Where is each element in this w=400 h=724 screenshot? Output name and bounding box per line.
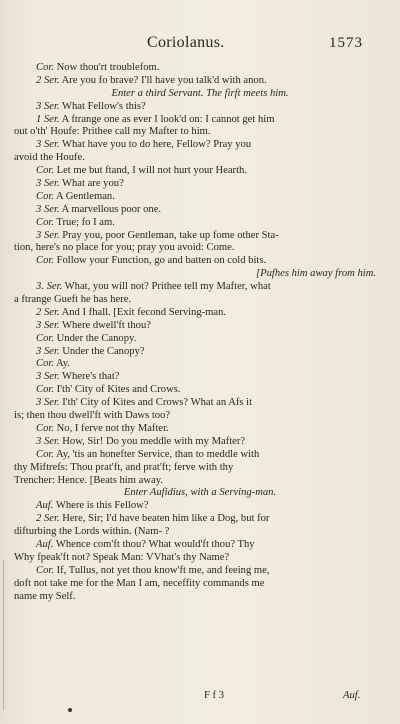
line-text: What have you to do here, Fellow? Pray you [59,139,252,151]
line-text: Where's that? [59,371,120,383]
text-line [14,397,386,410]
text-line [14,462,386,475]
line-text: No, I ferve not thy Mafter. [53,422,169,434]
speaker-name: 2 Ser. [36,74,60,86]
speaker-name: 3 Ser. [36,229,60,241]
speaker-name: 2 Ser. [36,513,60,525]
line-text: Under the Canopy? [59,345,145,357]
text-line [14,307,386,320]
line-text: I'th' City of Kites and Crows. [53,384,181,396]
text-line [14,475,386,488]
line-text: And I fhall. [Exit fecond Serving-man. [59,306,227,318]
line-text: Follow your Function, go and batten on cold bits. [53,255,267,267]
text-line [14,449,386,462]
line-text: tion, here's no place for you; pray you avoid: Come. [14,242,235,254]
speaker-name: 3 Ser. [36,100,60,112]
speaker-name: 3 Ser. [36,435,60,447]
page-footer [0,690,400,704]
line-text: What Fellow's this? [59,100,146,112]
line-text: Now thou'rt troublefom. [53,62,160,73]
text-line [14,552,386,565]
line-text: name my Self. [14,590,76,602]
text-line [14,500,386,513]
text-line [14,255,386,268]
line-text: Where is this Fellow? [53,500,149,512]
text-line [14,152,386,165]
text-line [14,101,386,114]
text-line [14,114,386,127]
speaker-name: Cor. [36,448,54,460]
speaker-name: Auf. [36,500,54,512]
line-text: Here, Sir; I'd have beaten him like a Dog, but for [59,513,270,525]
text-line [14,294,386,307]
speaker-name: Cor. [36,190,54,202]
text-line [14,487,386,500]
text-line [14,565,386,578]
line-text: Enter Aufidius, with a Serving-man. [123,487,277,499]
text-line [14,320,386,333]
line-text: Ay, 'tis an honefter Service, than to meddle with [53,448,260,460]
line-text: difturbing the Lords within. (Nam- ? [14,526,170,538]
text-line [14,204,386,217]
text-line [14,165,386,178]
line-text: I'th' City of Kites and Crows? What an Afs it [59,397,253,409]
text-line [14,281,386,294]
text-line [14,384,386,397]
speaker-name: 3 Ser. [36,203,60,215]
running-title: Coriolanus. [147,34,225,51]
text-line [14,139,386,152]
line-text: Trencher: Hence. [Beats him away. [14,474,163,486]
speaker-name: Cor. [36,216,54,228]
text-line [14,346,386,359]
line-text: Ay. [53,358,70,370]
text-line [14,591,386,604]
speaker-name: 1 Ser. [36,113,60,125]
text-line [14,230,386,243]
text-line [14,242,386,255]
speaker-name: Cor. [36,332,54,344]
catchword: Auf. [343,690,361,701]
text-line [14,423,386,436]
line-text: Are you fo brave? I'll have you talk'd with anon. [59,74,267,86]
text-line [14,371,386,384]
line-text: doft not take me for the Man I am, neceffity commands me [14,577,265,589]
speaker-name: Cor. [36,62,54,73]
text-line [14,191,386,204]
speaker-name: Cor. [36,255,54,267]
line-text: Let me but ftand, I will not hurt your Hearth. [53,165,247,177]
line-text: True; fo I am. [53,216,115,228]
speaker-name: Auf. [36,538,54,550]
line-text: What, you will not? Prithee tell my Mafter, what [62,281,271,293]
text-line [14,526,386,539]
text-line [14,75,386,88]
line-text: A marvellous poor one. [59,203,162,215]
speaker-name: Cor. [36,422,54,434]
line-text: thy Miftrefs: Thou prat'ft, and prat'ft; ferve with thy [14,461,234,473]
text-line [14,539,386,552]
line-text: Enter a third Servant. The firft meets him. [111,87,289,99]
text-line [14,333,386,346]
text-line [14,436,386,449]
text-line [14,578,386,591]
page-edge-shadow [3,560,4,710]
line-text: What are you? [59,178,124,190]
line-text: A Gentleman. [53,190,115,202]
line-text: Under the Canopy. [53,332,137,344]
speaker-name: 3 Ser. [36,397,60,409]
speaker-name: 3 Ser. [36,178,60,190]
speaker-name: Cor. [36,384,54,396]
text-line [14,358,386,371]
speaker-name: 2 Ser. [36,306,60,318]
speaker-name: Cor. [36,358,54,370]
line-text: How, Sir! Do you meddle with my Mafter? [59,435,246,447]
line-text: If, Tullus, not yet thou know'ft me, and feeing me, [53,564,270,576]
line-text: [Pufhes him away from him. [256,268,376,280]
line-text: A ftrange one as ever I look'd on: I cannot get him [59,113,275,125]
line-text: is; then thou dwell'ft with Daws too? [14,410,171,422]
text-line [14,410,386,423]
text-line [14,88,386,101]
text-line [14,62,386,75]
speaker-name: 3 Ser. [36,139,60,151]
ink-spot [68,708,72,712]
text-line [14,513,386,526]
speaker-name: 3. Ser. [36,281,63,293]
line-text: Why fpeak'ft not? Speak Man: VVhat's thy Name? [14,551,230,563]
signature-mark: F f 3 [204,690,225,701]
line-text: Where dwell'ft thou? [59,319,151,331]
speaker-name: Cor. [36,564,54,576]
text-line [14,178,386,191]
play-text [14,62,386,603]
speaker-name: 3 Ser. [36,345,60,357]
text-line [14,268,386,281]
text-line [14,126,386,139]
line-text: Whence com'ft thou? What would'ft thou? Thy [53,538,255,550]
speaker-name: 3 Ser. [36,371,60,383]
speaker-name: 3 Ser. [36,319,60,331]
line-text: a ftrange Gueft he has here. [14,294,132,306]
running-head [0,34,400,56]
text-line [14,217,386,230]
page-number: 1573 [329,35,363,51]
line-text: Pray you, poor Gentleman, take up fome other Sta- [59,229,279,241]
line-text: avoid the Houfe. [14,152,85,164]
speaker-name: Cor. [36,165,54,177]
line-text: out o'th' Houfe: Prithee call my Mafter to him. [14,126,211,138]
